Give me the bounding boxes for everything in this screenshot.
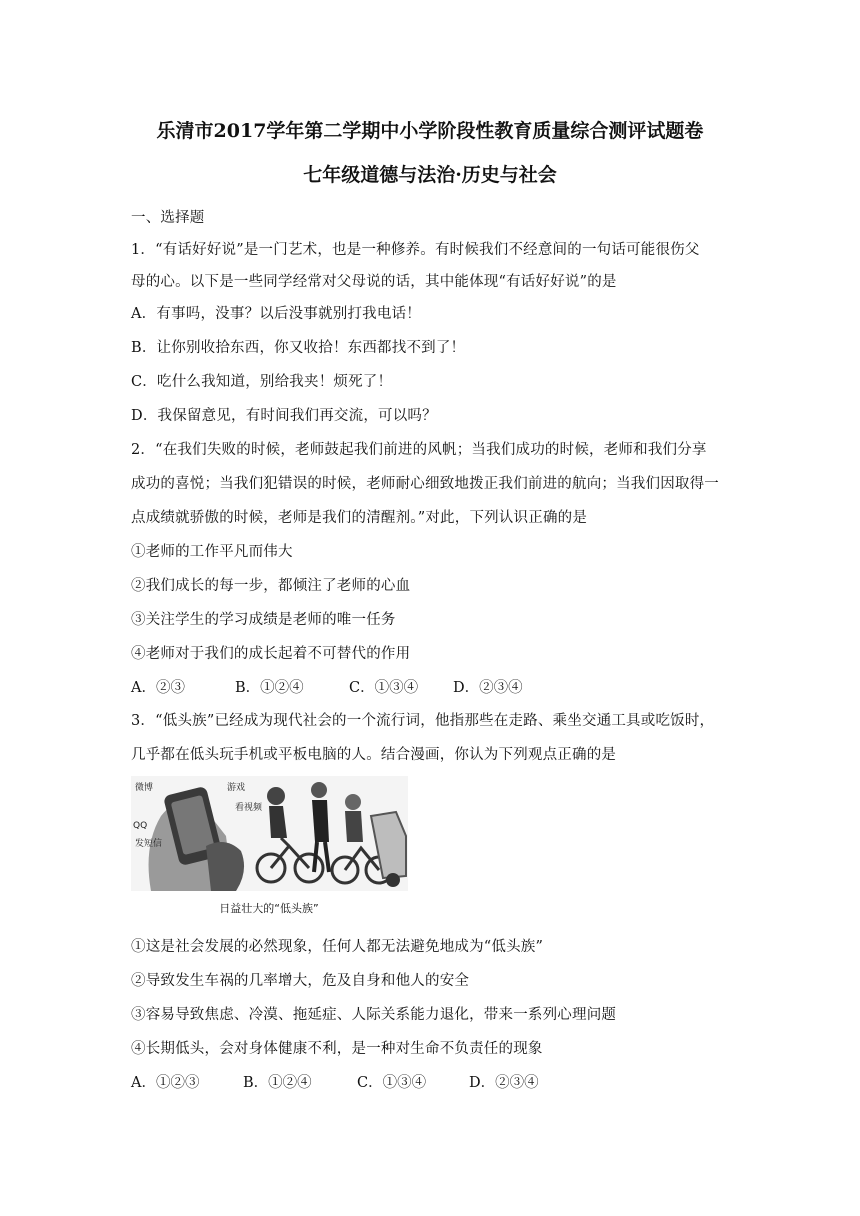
q2-stem-line3: 点成绩就骄傲的时候，老师是我们的清醒剂。”对此，下列认识正确的是 bbox=[131, 510, 588, 526]
svg-text:发短信: 发短信 bbox=[135, 839, 163, 849]
q3-statement-4: ④长期低头，会对身体健康不利，是一种对生命不负责任的现象 bbox=[131, 1041, 543, 1057]
q2-options bbox=[131, 676, 523, 697]
svg-text:看视频: 看视频 bbox=[235, 803, 263, 813]
q2-statement-3: ③关注学生的学习成绩是老师的唯一任务 bbox=[131, 612, 396, 628]
cartoon-caption: 日益壮大的“低头族” bbox=[219, 902, 319, 915]
q1-option-a: A．有事吗，没事？以后没事就别打我电话！ bbox=[131, 306, 421, 322]
q1-option-d: D．我保留意见，有时间我们再交流，可以吗？ bbox=[131, 408, 437, 424]
q3-option-d: D．②③④ bbox=[469, 1075, 539, 1091]
q3-statement-1: ①这是社会发展的必然现象，任何人都无法避免地成为“低头族” bbox=[131, 939, 544, 955]
q3-statement-3: ③容易导致焦虑、冷漠、拖延症、人际关系能力退化，带来一系列心理问题 bbox=[131, 1007, 617, 1023]
svg-text:微博: 微博 bbox=[135, 783, 154, 793]
q2-stem-line1: 2．“在我们失败的时候，老师鼓起我们前进的风帆；当我们成功的时候，老师和我们分享 bbox=[131, 442, 707, 458]
q3-statement-2: ②导致发生车祸的几率增大，危及自身和他人的安全 bbox=[131, 973, 470, 989]
cartoon-image bbox=[131, 776, 408, 921]
q3-option-b: B．①②④ bbox=[243, 1075, 312, 1091]
q1-stem-line2: 母的心。以下是一些同学经常对父母说的话，其中能体现“有话好好说”的是 bbox=[131, 274, 617, 290]
q2-option-b: B．①②④ bbox=[235, 680, 304, 696]
q2-option-c: C．①③④ bbox=[349, 680, 419, 696]
q2-statement-1: ①老师的工作平凡而伟大 bbox=[131, 544, 293, 560]
q3-option-a: A．①②③ bbox=[131, 1075, 200, 1091]
q1-stem-line1: 1．“有话好好说”是一门艺术，也是一种修养。有时候我们不经意间的一句话可能很伤父 bbox=[131, 242, 700, 258]
q1-option-c: C．吃什么我知道，别给我夹！烦死了！ bbox=[131, 374, 393, 390]
q2-statement-2: ②我们成长的每一步，都倾注了老师的心血 bbox=[131, 578, 411, 594]
q3-options bbox=[131, 1071, 539, 1092]
q2-option-d: D．②③④ bbox=[453, 680, 523, 696]
q1-option-b: B．让你别收拾东西，你又收拾！东西都找不到了！ bbox=[131, 340, 466, 356]
exam-title: 乐清市2017学年第二学期中小学阶段性教育质量综合测评试题卷 bbox=[156, 120, 704, 142]
svg-text:游戏: 游戏 bbox=[227, 783, 246, 793]
exam-subtitle: 七年级道德与法治·历史与社会 bbox=[303, 164, 557, 186]
q2-option-a: A．②③ bbox=[131, 680, 185, 696]
svg-text:QQ: QQ bbox=[133, 821, 148, 831]
section-heading: 一、选择题 bbox=[131, 210, 205, 226]
q3-stem-line2: 几乎都在低头玩手机或平板电脑的人。结合漫画，你认为下列观点正确的是 bbox=[131, 747, 617, 763]
q2-stem-line2: 成功的喜悦；当我们犯错误的时候，老师耐心细致地拨正我们前进的航向；当我们因取得一 bbox=[131, 476, 719, 492]
q3-stem-line1: 3．“低头族”已经成为现代社会的一个流行词，他指那些在走路、乘坐交通工具或吃饭时， bbox=[131, 713, 715, 729]
q3-option-c: C．①③④ bbox=[357, 1075, 427, 1091]
q2-statement-4: ④老师对于我们的成长起着不可替代的作用 bbox=[131, 646, 411, 662]
